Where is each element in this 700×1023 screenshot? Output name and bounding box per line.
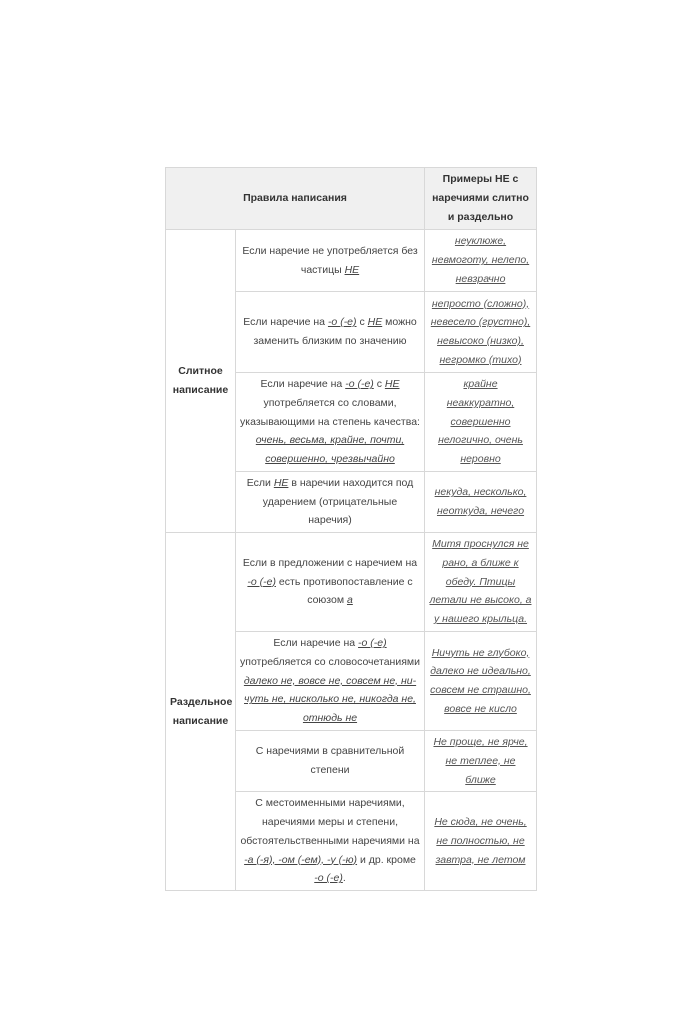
example-cell bbox=[425, 472, 537, 533]
rule-cell bbox=[236, 292, 425, 373]
rule-text: с bbox=[356, 316, 368, 329]
rule-highlight: НЕ bbox=[367, 316, 383, 329]
example-text: некуда, несколько, неоткуда, нечего bbox=[434, 486, 527, 518]
rule-cell bbox=[236, 472, 425, 533]
example-text: неуклюже, невмоготу, нелепо, невзрачно bbox=[431, 235, 530, 285]
rule-cell bbox=[236, 373, 425, 472]
example-cell bbox=[425, 373, 537, 472]
example-cell bbox=[425, 731, 537, 792]
rule-highlight: -о (-е) bbox=[327, 316, 357, 329]
rule-highlight: -а (-я), -ом (-ем), -у (-ю) bbox=[244, 853, 358, 866]
rule-highlight: НЕ bbox=[344, 263, 360, 276]
example-text: непросто (сложно), невесело (грустно), невысоко (низко), негромко (тихо) bbox=[430, 297, 531, 366]
rule-cell bbox=[236, 533, 425, 632]
rule-cell bbox=[236, 731, 425, 792]
example-text: Митя проснулся не рано, а ближе к обеду. Птицы летали не высоко, а у нашего крыльца. bbox=[429, 538, 532, 626]
rule-text: с bbox=[373, 378, 385, 391]
example-cell bbox=[425, 792, 537, 891]
rule-text: есть противопоставление с союзом bbox=[276, 575, 413, 607]
example-cell bbox=[425, 292, 537, 373]
example-text: Ничуть не глубоко, далеко не идеально, совсем не страшно, вовсе не кисло bbox=[430, 646, 531, 715]
rule-highlight: далеко не, вовсе не, совсем не, ни-чуть не, нисколько не, никогда не, отнюдь не bbox=[243, 674, 417, 725]
example-cell bbox=[425, 632, 537, 731]
rule-text: Если наречие на bbox=[273, 637, 359, 650]
rule-text: Если bbox=[246, 477, 274, 489]
rule-highlight: -о (-е) bbox=[247, 575, 276, 588]
rules-table bbox=[165, 167, 537, 891]
rule-text: . bbox=[342, 872, 346, 885]
rule-cell bbox=[236, 792, 425, 891]
rule-highlight: -о (-е) bbox=[314, 872, 343, 885]
group-label: Слитное написание bbox=[166, 230, 236, 533]
rule-highlight: НЕ bbox=[384, 378, 400, 391]
example-cell bbox=[425, 230, 537, 292]
rule-highlight: -о (-е) bbox=[345, 378, 374, 391]
example-text: Не проще, не ярче, не теплее, не ближе bbox=[433, 736, 528, 786]
rule-text: С наречиями в сравнительной степени bbox=[255, 745, 405, 777]
rule-highlight: НЕ bbox=[273, 477, 289, 489]
rule-text: можно заменить близким по значению bbox=[253, 316, 417, 347]
rule-text: Если в предложении с наречием на bbox=[242, 557, 418, 570]
examples-column-header: Примеры НЕ с наречиями слитно и раздельно bbox=[425, 168, 537, 230]
rule-highlight: -о (-е) bbox=[358, 637, 387, 650]
example-text: Не сюда, не очень, не полностью, не завтра, не летом bbox=[434, 816, 527, 866]
table-row bbox=[166, 533, 537, 632]
example-cell bbox=[425, 533, 537, 632]
rules-column-header: Правила написания bbox=[166, 168, 425, 230]
rule-text: в наречии находится под ударением (отрицательные наречия) bbox=[262, 477, 414, 527]
rule-text: и др. кроме bbox=[357, 853, 416, 866]
rule-text: Если наречие на bbox=[243, 316, 328, 329]
rule-text: употребляется со словами, указывающими на степень качества: bbox=[240, 396, 420, 428]
rule-text: Если наречие на bbox=[260, 378, 346, 391]
rule-cell bbox=[236, 632, 425, 731]
rule-highlight: а bbox=[346, 594, 353, 607]
rule-text: С местоименными наречиями, наречиями меры и степени, обстоятельственными наречиями на bbox=[240, 797, 420, 847]
table-body bbox=[166, 230, 537, 891]
rule-text: употребляется со словосочетаниями bbox=[240, 656, 420, 669]
rule-text: Если наречие не употребляется без частицы bbox=[242, 244, 418, 276]
group-label: Раздельное написание bbox=[166, 533, 236, 891]
example-text: крайне неаккуратно, совершенно нелогично, очень неровно bbox=[438, 378, 523, 466]
table-header-row bbox=[166, 168, 537, 230]
table-row bbox=[166, 230, 537, 292]
rule-highlight: очень, весьма, крайне, почти, совершенно, чрезвычайно bbox=[255, 434, 405, 466]
rule-cell bbox=[236, 230, 425, 292]
